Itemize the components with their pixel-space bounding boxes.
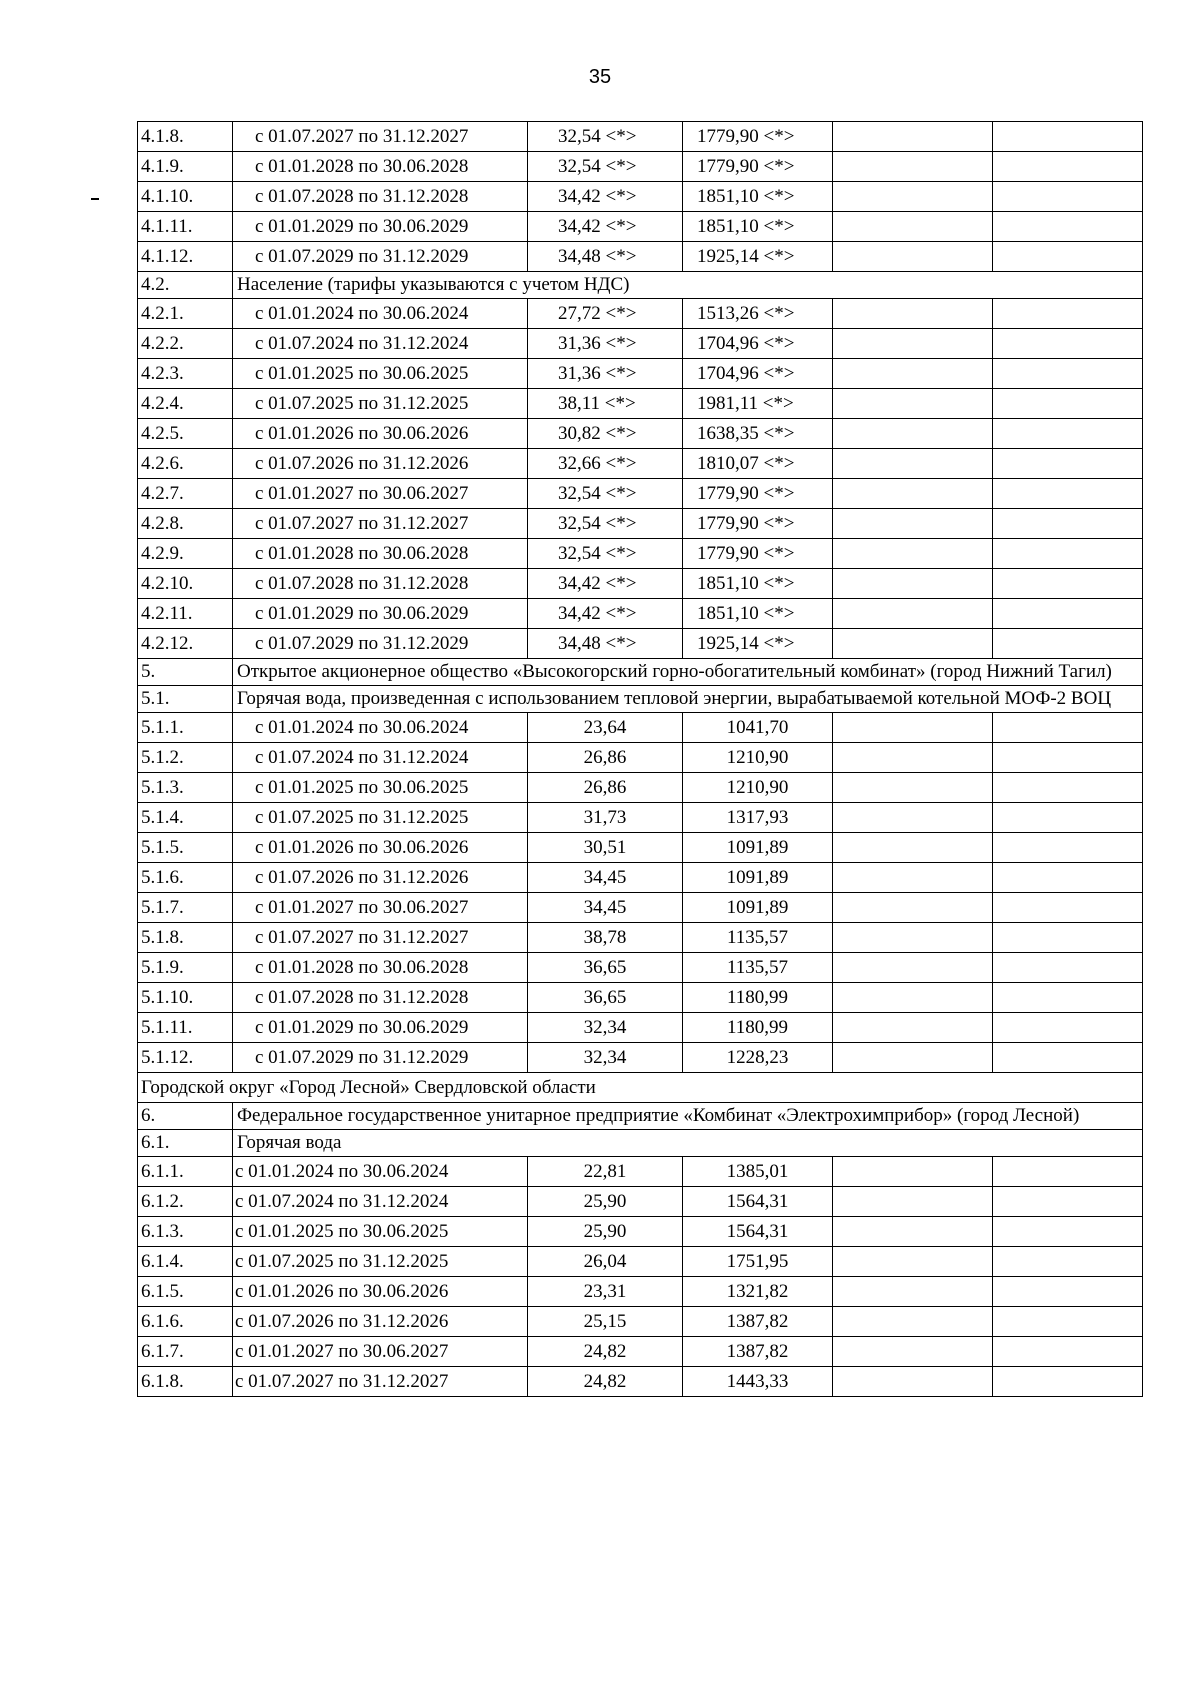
row-period: с 01.01.2025 по 30.06.2025 xyxy=(233,773,528,803)
row-component-value: 1443,33 xyxy=(683,1367,833,1397)
row-empty-cell xyxy=(993,743,1143,773)
row-empty-cell xyxy=(993,212,1143,242)
row-number: 4.2.6. xyxy=(138,449,233,479)
row-empty-cell xyxy=(993,773,1143,803)
row-component-value: 1387,82 xyxy=(683,1337,833,1367)
row-period: с 01.01.2027 по 30.06.2027 xyxy=(233,893,528,923)
table-row xyxy=(138,833,1143,863)
row-empty-cell xyxy=(993,299,1143,329)
section-heading-row xyxy=(138,1130,1143,1157)
row-empty-cell xyxy=(833,1157,993,1187)
row-period: с 01.07.2025 по 31.12.2025 xyxy=(233,1247,528,1277)
row-period: с 01.07.2026 по 31.12.2026 xyxy=(233,449,528,479)
section-heading-row xyxy=(138,272,1143,299)
row-empty-cell xyxy=(833,629,993,659)
row-empty-cell xyxy=(993,1247,1143,1277)
row-number: 5.1.6. xyxy=(138,863,233,893)
row-period: с 01.01.2029 по 30.06.2029 xyxy=(233,1013,528,1043)
table-row xyxy=(138,923,1143,953)
row-period: с 01.01.2027 по 30.06.2027 xyxy=(233,479,528,509)
row-rate-value: 32,54 <*> xyxy=(528,152,683,182)
row-number: 4.2.7. xyxy=(138,479,233,509)
page-number: 35 xyxy=(588,66,612,88)
row-rate-value: 24,82 xyxy=(528,1367,683,1397)
row-empty-cell xyxy=(993,242,1143,272)
table-row xyxy=(138,1307,1143,1337)
row-empty-cell xyxy=(833,1247,993,1277)
row-empty-cell xyxy=(833,479,993,509)
row-number: 4.2.11. xyxy=(138,599,233,629)
row-rate-value: 25,90 xyxy=(528,1187,683,1217)
table-row xyxy=(138,629,1143,659)
table-row xyxy=(138,863,1143,893)
row-rate-value: 32,66 <*> xyxy=(528,449,683,479)
row-rate-value: 24,82 xyxy=(528,1337,683,1367)
row-component-value: 1779,90 <*> xyxy=(683,122,833,152)
row-period: с 01.07.2028 по 31.12.2028 xyxy=(233,182,528,212)
row-component-value: 1564,31 xyxy=(683,1187,833,1217)
row-number: 4.2.5. xyxy=(138,419,233,449)
row-empty-cell xyxy=(833,833,993,863)
row-period: с 01.07.2027 по 31.12.2027 xyxy=(233,923,528,953)
row-number: 5.1.4. xyxy=(138,803,233,833)
row-period: с 01.01.2029 по 30.06.2029 xyxy=(233,599,528,629)
row-component-value: 1779,90 <*> xyxy=(683,539,833,569)
row-rate-value: 26,86 xyxy=(528,773,683,803)
row-empty-cell xyxy=(993,983,1143,1013)
row-rate-value: 34,48 <*> xyxy=(528,242,683,272)
section-title: Горячая вода xyxy=(233,1130,1143,1157)
row-rate-value: 30,51 xyxy=(528,833,683,863)
margin-mark xyxy=(91,198,99,200)
row-period: с 01.01.2026 по 30.06.2026 xyxy=(233,1277,528,1307)
row-period: с 01.01.2029 по 30.06.2029 xyxy=(233,212,528,242)
row-rate-value: 34,42 <*> xyxy=(528,569,683,599)
row-component-value: 1321,82 xyxy=(683,1277,833,1307)
table-row xyxy=(138,212,1143,242)
row-empty-cell xyxy=(833,713,993,743)
row-component-value: 1387,82 xyxy=(683,1307,833,1337)
table-row xyxy=(138,359,1143,389)
row-empty-cell xyxy=(833,1367,993,1397)
row-period: с 01.01.2024 по 30.06.2024 xyxy=(233,299,528,329)
row-component-value: 1317,93 xyxy=(683,803,833,833)
row-empty-cell xyxy=(993,713,1143,743)
row-rate-value: 27,72 <*> xyxy=(528,299,683,329)
row-empty-cell xyxy=(833,299,993,329)
table-row xyxy=(138,122,1143,152)
table-row xyxy=(138,893,1143,923)
row-component-value: 1210,90 xyxy=(683,773,833,803)
row-number: 5.1.8. xyxy=(138,923,233,953)
table-row xyxy=(138,299,1143,329)
row-period: с 01.07.2027 по 31.12.2027 xyxy=(233,1367,528,1397)
row-number: 4.2.9. xyxy=(138,539,233,569)
table-row xyxy=(138,152,1143,182)
row-empty-cell xyxy=(993,1367,1143,1397)
section-number: 6.1. xyxy=(138,1130,233,1157)
row-empty-cell xyxy=(993,923,1143,953)
row-number: 4.1.11. xyxy=(138,212,233,242)
region-row xyxy=(138,1073,1143,1103)
row-number: 5.1.5. xyxy=(138,833,233,863)
row-period: с 01.01.2024 по 30.06.2024 xyxy=(233,713,528,743)
row-number: 5.1.7. xyxy=(138,893,233,923)
table-row xyxy=(138,242,1143,272)
row-empty-cell xyxy=(993,419,1143,449)
row-empty-cell xyxy=(993,953,1143,983)
row-number: 6.1.7. xyxy=(138,1337,233,1367)
table-row xyxy=(138,1157,1143,1187)
row-component-value: 1180,99 xyxy=(683,983,833,1013)
section-number: 4.2. xyxy=(138,272,233,299)
section-title: Открытое акционерное общество «Высокогорский горно-обогатительный комбинат» (город Нижний Тагил) xyxy=(233,659,1143,686)
row-empty-cell xyxy=(833,599,993,629)
row-component-value: 1851,10 <*> xyxy=(683,569,833,599)
row-number: 4.2.10. xyxy=(138,569,233,599)
row-empty-cell xyxy=(993,803,1143,833)
row-component-value: 1779,90 <*> xyxy=(683,152,833,182)
row-period: с 01.01.2025 по 30.06.2025 xyxy=(233,1217,528,1247)
row-empty-cell xyxy=(833,863,993,893)
row-component-value: 1779,90 <*> xyxy=(683,479,833,509)
row-empty-cell xyxy=(993,893,1143,923)
row-number: 5.1.3. xyxy=(138,773,233,803)
row-empty-cell xyxy=(833,1277,993,1307)
row-rate-value: 23,64 xyxy=(528,713,683,743)
row-empty-cell xyxy=(833,953,993,983)
region-title: Городской округ «Город Лесной» Свердловской области xyxy=(138,1073,1143,1103)
row-empty-cell xyxy=(833,1307,993,1337)
row-period: с 01.07.2027 по 31.12.2027 xyxy=(233,509,528,539)
row-number: 6.1.2. xyxy=(138,1187,233,1217)
row-component-value: 1041,70 xyxy=(683,713,833,743)
row-rate-value: 32,54 <*> xyxy=(528,509,683,539)
row-empty-cell xyxy=(833,182,993,212)
row-rate-value: 38,11 <*> xyxy=(528,389,683,419)
row-empty-cell xyxy=(833,743,993,773)
row-period: с 01.07.2024 по 31.12.2024 xyxy=(233,1187,528,1217)
row-rate-value: 32,54 <*> xyxy=(528,479,683,509)
row-rate-value: 25,90 xyxy=(528,1217,683,1247)
row-rate-value: 26,86 xyxy=(528,743,683,773)
row-empty-cell xyxy=(833,923,993,953)
table-row xyxy=(138,1337,1143,1367)
table-row xyxy=(138,713,1143,743)
row-empty-cell xyxy=(833,1043,993,1073)
row-number: 6.1.6. xyxy=(138,1307,233,1337)
row-empty-cell xyxy=(993,449,1143,479)
row-number: 4.2.2. xyxy=(138,329,233,359)
row-component-value: 1851,10 <*> xyxy=(683,212,833,242)
table-row xyxy=(138,479,1143,509)
row-rate-value: 31,36 <*> xyxy=(528,329,683,359)
row-empty-cell xyxy=(993,539,1143,569)
row-rate-value: 38,78 xyxy=(528,923,683,953)
row-rate-value: 32,34 xyxy=(528,1013,683,1043)
row-period: с 01.07.2029 по 31.12.2029 xyxy=(233,629,528,659)
row-empty-cell xyxy=(993,182,1143,212)
row-number: 6.1.4. xyxy=(138,1247,233,1277)
row-rate-value: 25,15 xyxy=(528,1307,683,1337)
table-row xyxy=(138,1043,1143,1073)
section-number: 5.1. xyxy=(138,686,233,713)
table-row xyxy=(138,743,1143,773)
table-row xyxy=(138,599,1143,629)
section-title: Федеральное государственное унитарное предприятие «Комбинат «Электрохимприбор» (город Лесной) xyxy=(233,1103,1143,1130)
row-component-value: 1851,10 <*> xyxy=(683,182,833,212)
table-row xyxy=(138,1187,1143,1217)
table-row xyxy=(138,449,1143,479)
row-period: с 01.07.2025 по 31.12.2025 xyxy=(233,389,528,419)
row-empty-cell xyxy=(833,212,993,242)
row-component-value: 1385,01 xyxy=(683,1157,833,1187)
row-empty-cell xyxy=(993,1217,1143,1247)
row-period: с 01.07.2025 по 31.12.2025 xyxy=(233,803,528,833)
row-empty-cell xyxy=(833,509,993,539)
row-rate-value: 31,73 xyxy=(528,803,683,833)
row-component-value: 1851,10 <*> xyxy=(683,599,833,629)
table-row xyxy=(138,1277,1143,1307)
row-empty-cell xyxy=(833,329,993,359)
row-period: с 01.07.2026 по 31.12.2026 xyxy=(233,863,528,893)
row-empty-cell xyxy=(993,479,1143,509)
row-component-value: 1180,99 xyxy=(683,1013,833,1043)
row-empty-cell xyxy=(833,1013,993,1043)
row-component-value: 1704,96 <*> xyxy=(683,359,833,389)
row-period: с 01.01.2028 по 30.06.2028 xyxy=(233,539,528,569)
row-empty-cell xyxy=(993,833,1143,863)
row-empty-cell xyxy=(993,1157,1143,1187)
row-period: с 01.01.2025 по 30.06.2025 xyxy=(233,359,528,389)
row-empty-cell xyxy=(833,1337,993,1367)
row-period: с 01.07.2026 по 31.12.2026 xyxy=(233,1307,528,1337)
row-number: 4.2.1. xyxy=(138,299,233,329)
row-number: 6.1.5. xyxy=(138,1277,233,1307)
row-number: 4.2.4. xyxy=(138,389,233,419)
row-number: 4.1.8. xyxy=(138,122,233,152)
row-rate-value: 34,45 xyxy=(528,863,683,893)
row-component-value: 1091,89 xyxy=(683,893,833,923)
row-empty-cell xyxy=(833,449,993,479)
table-row xyxy=(138,983,1143,1013)
row-period: с 01.07.2024 по 31.12.2024 xyxy=(233,329,528,359)
row-empty-cell xyxy=(833,983,993,1013)
row-period: с 01.01.2028 по 30.06.2028 xyxy=(233,953,528,983)
row-number: 5.1.2. xyxy=(138,743,233,773)
row-empty-cell xyxy=(833,242,993,272)
row-number: 5.1.11. xyxy=(138,1013,233,1043)
row-component-value: 1779,90 <*> xyxy=(683,509,833,539)
table-row xyxy=(138,329,1143,359)
table-row xyxy=(138,539,1143,569)
row-number: 5.1.1. xyxy=(138,713,233,743)
row-empty-cell xyxy=(833,893,993,923)
table-row xyxy=(138,1247,1143,1277)
tariff-table xyxy=(137,121,1143,1397)
table-row xyxy=(138,182,1143,212)
row-component-value: 1564,31 xyxy=(683,1217,833,1247)
row-rate-value: 31,36 <*> xyxy=(528,359,683,389)
row-period: с 01.01.2026 по 30.06.2026 xyxy=(233,419,528,449)
row-empty-cell xyxy=(833,122,993,152)
row-empty-cell xyxy=(833,152,993,182)
row-empty-cell xyxy=(833,419,993,449)
row-empty-cell xyxy=(833,359,993,389)
row-empty-cell xyxy=(993,359,1143,389)
row-empty-cell xyxy=(993,1277,1143,1307)
row-empty-cell xyxy=(833,1217,993,1247)
table-row xyxy=(138,569,1143,599)
row-empty-cell xyxy=(993,1187,1143,1217)
row-empty-cell xyxy=(833,539,993,569)
row-rate-value: 23,31 xyxy=(528,1277,683,1307)
table-row xyxy=(138,953,1143,983)
row-number: 4.2.3. xyxy=(138,359,233,389)
row-empty-cell xyxy=(993,1043,1143,1073)
row-number: 6.1.8. xyxy=(138,1367,233,1397)
row-component-value: 1091,89 xyxy=(683,833,833,863)
row-number: 4.2.12. xyxy=(138,629,233,659)
section-title: Горячая вода, произведенная с использованием тепловой энергии, вырабатываемой котельной МОФ-2 ВОЦ xyxy=(233,686,1143,713)
row-period: с 01.07.2027 по 31.12.2027 xyxy=(233,122,528,152)
row-component-value: 1091,89 xyxy=(683,863,833,893)
row-period: с 01.01.2026 по 30.06.2026 xyxy=(233,833,528,863)
row-rate-value: 36,65 xyxy=(528,983,683,1013)
row-component-value: 1751,95 xyxy=(683,1247,833,1277)
table-row xyxy=(138,803,1143,833)
row-empty-cell xyxy=(993,389,1143,419)
section-heading-row xyxy=(138,659,1143,686)
row-period: с 01.07.2029 по 31.12.2029 xyxy=(233,1043,528,1073)
row-number: 5.1.9. xyxy=(138,953,233,983)
row-number: 4.1.10. xyxy=(138,182,233,212)
row-number: 5.1.12. xyxy=(138,1043,233,1073)
row-rate-value: 34,42 <*> xyxy=(528,182,683,212)
row-empty-cell xyxy=(993,1337,1143,1367)
row-number: 5.1.10. xyxy=(138,983,233,1013)
row-rate-value: 26,04 xyxy=(528,1247,683,1277)
row-empty-cell xyxy=(993,122,1143,152)
row-rate-value: 32,54 <*> xyxy=(528,122,683,152)
row-period: с 01.01.2024 по 30.06.2024 xyxy=(233,1157,528,1187)
section-heading-row xyxy=(138,1103,1143,1130)
row-empty-cell xyxy=(833,773,993,803)
row-number: 4.2.8. xyxy=(138,509,233,539)
table-row xyxy=(138,1217,1143,1247)
row-component-value: 1638,35 <*> xyxy=(683,419,833,449)
row-empty-cell xyxy=(833,803,993,833)
row-component-value: 1228,23 xyxy=(683,1043,833,1073)
row-empty-cell xyxy=(993,569,1143,599)
row-period: с 01.07.2029 по 31.12.2029 xyxy=(233,242,528,272)
row-component-value: 1810,07 <*> xyxy=(683,449,833,479)
row-empty-cell xyxy=(993,1013,1143,1043)
row-empty-cell xyxy=(993,329,1143,359)
row-empty-cell xyxy=(833,569,993,599)
row-empty-cell xyxy=(833,1187,993,1217)
row-component-value: 1210,90 xyxy=(683,743,833,773)
row-period: с 01.07.2024 по 31.12.2024 xyxy=(233,743,528,773)
row-period: с 01.01.2027 по 30.06.2027 xyxy=(233,1337,528,1367)
row-empty-cell xyxy=(993,509,1143,539)
table-row xyxy=(138,389,1143,419)
row-component-value: 1925,14 <*> xyxy=(683,629,833,659)
row-empty-cell xyxy=(993,599,1143,629)
row-empty-cell xyxy=(833,389,993,419)
table-row xyxy=(138,419,1143,449)
row-component-value: 1135,57 xyxy=(683,953,833,983)
row-rate-value: 34,42 <*> xyxy=(528,212,683,242)
section-title: Население (тарифы указываются с учетом НДС) xyxy=(233,272,1143,299)
row-component-value: 1513,26 <*> xyxy=(683,299,833,329)
table-row xyxy=(138,773,1143,803)
row-rate-value: 30,82 <*> xyxy=(528,419,683,449)
row-rate-value: 32,34 xyxy=(528,1043,683,1073)
table-row xyxy=(138,509,1143,539)
row-rate-value: 22,81 xyxy=(528,1157,683,1187)
row-empty-cell xyxy=(993,629,1143,659)
row-number: 6.1.1. xyxy=(138,1157,233,1187)
row-component-value: 1981,11 <*> xyxy=(683,389,833,419)
row-empty-cell xyxy=(993,863,1143,893)
row-rate-value: 32,54 <*> xyxy=(528,539,683,569)
row-period: с 01.07.2028 по 31.12.2028 xyxy=(233,569,528,599)
row-empty-cell xyxy=(993,152,1143,182)
row-rate-value: 34,48 <*> xyxy=(528,629,683,659)
section-number: 5. xyxy=(138,659,233,686)
section-number: 6. xyxy=(138,1103,233,1130)
row-empty-cell xyxy=(993,1307,1143,1337)
row-period: с 01.07.2028 по 31.12.2028 xyxy=(233,983,528,1013)
table-row xyxy=(138,1013,1143,1043)
row-rate-value: 36,65 xyxy=(528,953,683,983)
row-number: 4.1.9. xyxy=(138,152,233,182)
row-component-value: 1925,14 <*> xyxy=(683,242,833,272)
row-period: с 01.01.2028 по 30.06.2028 xyxy=(233,152,528,182)
row-rate-value: 34,45 xyxy=(528,893,683,923)
row-component-value: 1135,57 xyxy=(683,923,833,953)
row-rate-value: 34,42 <*> xyxy=(528,599,683,629)
row-number: 4.1.12. xyxy=(138,242,233,272)
section-heading-row xyxy=(138,686,1143,713)
row-component-value: 1704,96 <*> xyxy=(683,329,833,359)
row-number: 6.1.3. xyxy=(138,1217,233,1247)
table-row xyxy=(138,1367,1143,1397)
